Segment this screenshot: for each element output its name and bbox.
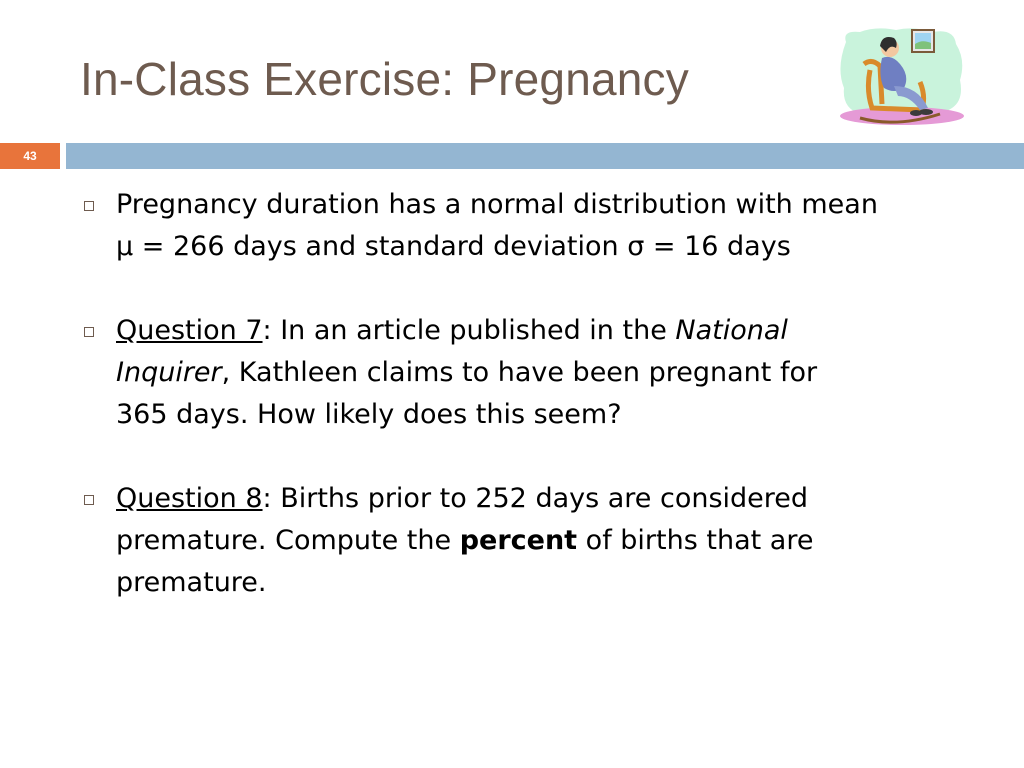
question-8-colon: : [262,483,272,514]
publication-name-b: Inquirer [116,357,222,388]
question-7-label: Question 7 [116,315,263,346]
question-8-text-b: premature. Compute the [116,525,460,556]
bullet-pregnancy-distribution [80,184,980,268]
bullet-text-line-1: Pregnancy duration has a normal distribution with mean [116,189,878,220]
percent-emphasis: percent [459,525,578,556]
bullet-text-line-2: μ = 266 days and standard deviation σ = 16 days [116,231,791,262]
slide-number: 43 [0,143,60,169]
question-8-text-a: Births prior to 252 days are considered [271,483,809,514]
question-8-text-d: premature. [116,567,267,598]
square-bullet-icon [84,327,94,337]
bullet-question-8 [80,478,980,604]
question-7-colon: : [262,315,272,346]
square-bullet-icon [84,201,94,211]
question-8-text-c: of births that are [577,525,814,556]
square-bullet-icon [84,495,94,505]
bullet-list [80,184,980,604]
pregnant-woman-rocking-chair-icon [836,24,968,128]
question-7-text-c: 365 days. How likely does this seem? [116,399,622,430]
slide-title: In-Class Exercise: Pregnancy [80,53,689,105]
publication-name-a: National [675,315,788,346]
question-8-label: Question 8 [116,483,263,514]
header-accent-bar [66,143,1024,169]
bullet-question-7 [80,310,980,436]
question-7-text-b: , Kathleen claims to have been pregnant for [221,357,818,388]
question-7-text-a: In an article published in the [271,315,676,346]
